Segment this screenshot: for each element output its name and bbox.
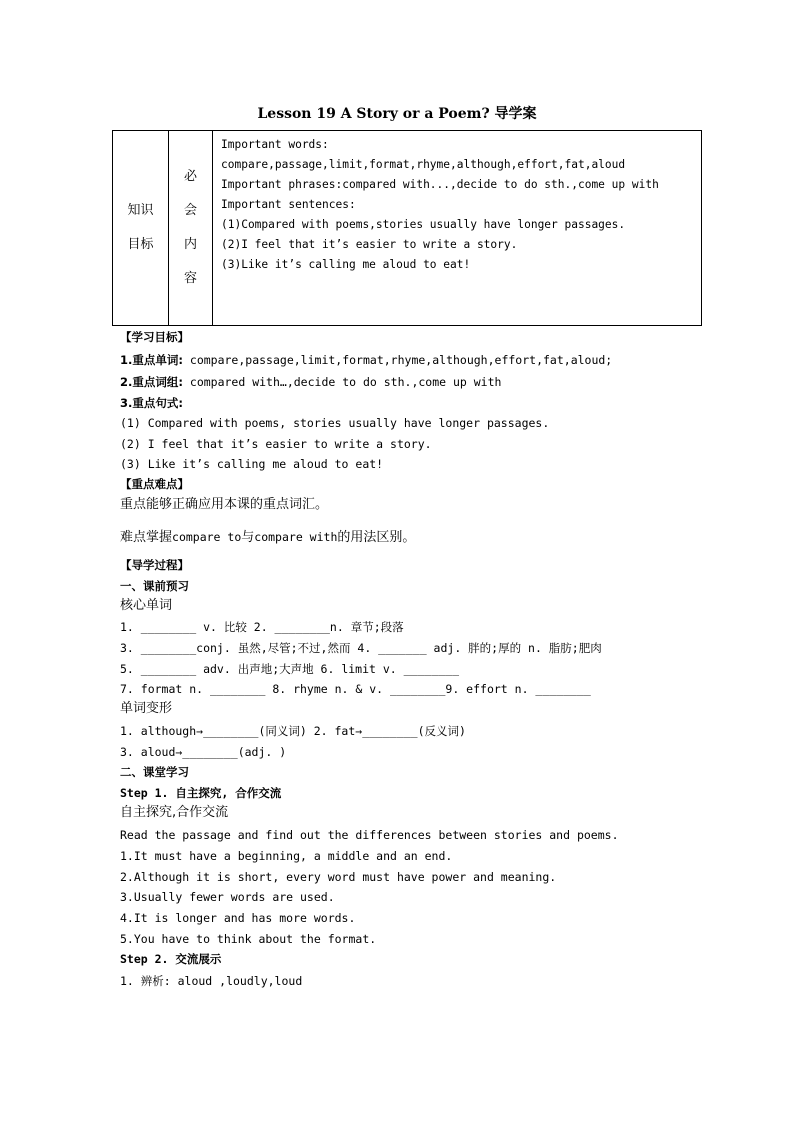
table-label-knowledge: 知识	[127, 203, 154, 218]
step-one-item: 3.Usually fewer words are used.	[120, 890, 335, 904]
process-part-one: 一、课前预习	[120, 579, 189, 593]
table-cell-content	[213, 131, 702, 326]
step-one-item: 1.It must have a beginning, a middle and an end.	[120, 849, 453, 863]
table-content-line: compare,passage,limit,format,rhyme,although,effort,fat,aloud	[221, 158, 626, 171]
table-content-line: Important phrases:compared with...,decide to do sth.,come up with	[221, 178, 659, 191]
step-one-item: 5.You have to think about the format.	[120, 932, 377, 946]
vocab-line: 1. ________ v. 比较 2. ________n. 章节;段落	[120, 620, 404, 634]
vocab-line: 3. ________conj. 虽然,尽管;不过,然而 4. _______ adj. 胖的;厚的 n. 脂肪;肥肉	[120, 641, 602, 655]
goal-key-phrases-text: compared with…,decide to do sth.,come up with	[182, 375, 502, 389]
table-label-char: 会	[183, 203, 197, 218]
goal-sentence: (2) I feel that it’s easier to write a story.	[120, 437, 432, 451]
difficulty-hard	[120, 529, 415, 546]
step-one-item: 4.It is longer and has more words.	[120, 911, 356, 925]
difficulty-hard-code1: compare to	[172, 530, 242, 544]
step-two-item: 1. 辨析: aloud ,loudly,loud	[120, 974, 303, 988]
table-content-line: (1)Compared with poems,stories usually have longer passages.	[221, 218, 626, 231]
table-content-line: (3)Like it’s calling me aloud to eat!	[221, 258, 471, 271]
step-two-title: Step 2. 交流展示	[120, 952, 222, 966]
knowledge-goal-table	[112, 130, 702, 326]
difficulty-hard-post: 的用法区别。	[337, 530, 416, 545]
word-transform-title: 单词变形	[120, 701, 173, 716]
page-title: Lesson 19 A Story or a Poem? 导学案	[257, 106, 537, 122]
table-label-char: 内	[183, 237, 197, 252]
difficulty-hard-code2: compare with	[254, 530, 338, 544]
goal-key-phrases	[120, 374, 501, 390]
table-content-line: Important words:	[221, 138, 329, 151]
step-one-item: 2.Although it is short, every word must have power and meaning.	[120, 870, 557, 884]
goal-sentence: (1) Compared with poems, stories usually have longer passages.	[120, 416, 550, 430]
process-part-two: 二、课堂学习	[120, 765, 189, 779]
goal-key-phrases-label: 2.重点词组:	[120, 375, 183, 389]
difficulty-key: 重点能够正确应用本课的重点词汇。	[120, 497, 329, 512]
difficulty-hard-mid: 与	[241, 530, 255, 545]
step-one-intro: Read the passage and find out the differences between stories and poems.	[120, 828, 619, 842]
step-one-subtitle: 自主探究,合作交流	[120, 805, 229, 820]
goal-sentence: (3) Like it’s calling me aloud to eat!	[120, 457, 384, 471]
goal-key-words	[120, 352, 612, 368]
table-content-line: Important sentences:	[221, 198, 356, 211]
core-words-title: 核心单词	[120, 598, 173, 613]
transform-line: 1. although→________(同义词) 2. fat→________(反义词)	[120, 724, 466, 738]
step-one-title: Step 1. 自主探究, 合作交流	[120, 786, 282, 800]
section-heading-process: 【导学过程】	[120, 558, 189, 572]
table-cell-must-content	[169, 131, 213, 326]
table-cell-knowledge-goal	[113, 131, 169, 326]
section-heading-difficulty: 【重点难点】	[120, 477, 189, 491]
goal-key-words-label: 1.重点单词:	[120, 353, 183, 367]
section-heading-goals: 【学习目标】	[120, 330, 189, 344]
table-label-char: 容	[183, 271, 197, 286]
vocab-line: 5. ________ adv. 出声地;大声地 6. limit v. ________	[120, 662, 460, 676]
goal-key-sentences-label: 3.重点句式:	[120, 396, 183, 410]
goal-key-words-text: compare,passage,limit,format,rhyme,although,effort,fat,aloud;	[182, 353, 613, 367]
table-content-line: (2)I feel that it’s easier to write a story.	[221, 238, 518, 251]
difficulty-hard-pre: 难点掌握	[120, 530, 173, 545]
table-label-char: 必	[183, 169, 197, 184]
transform-line: 3. aloud→________(adj. )	[120, 745, 287, 759]
vocab-line: 7. format n. ________ 8. rhyme n. & v. ________9. effort n. ________	[120, 682, 591, 696]
table-label-goal: 目标	[127, 237, 154, 252]
